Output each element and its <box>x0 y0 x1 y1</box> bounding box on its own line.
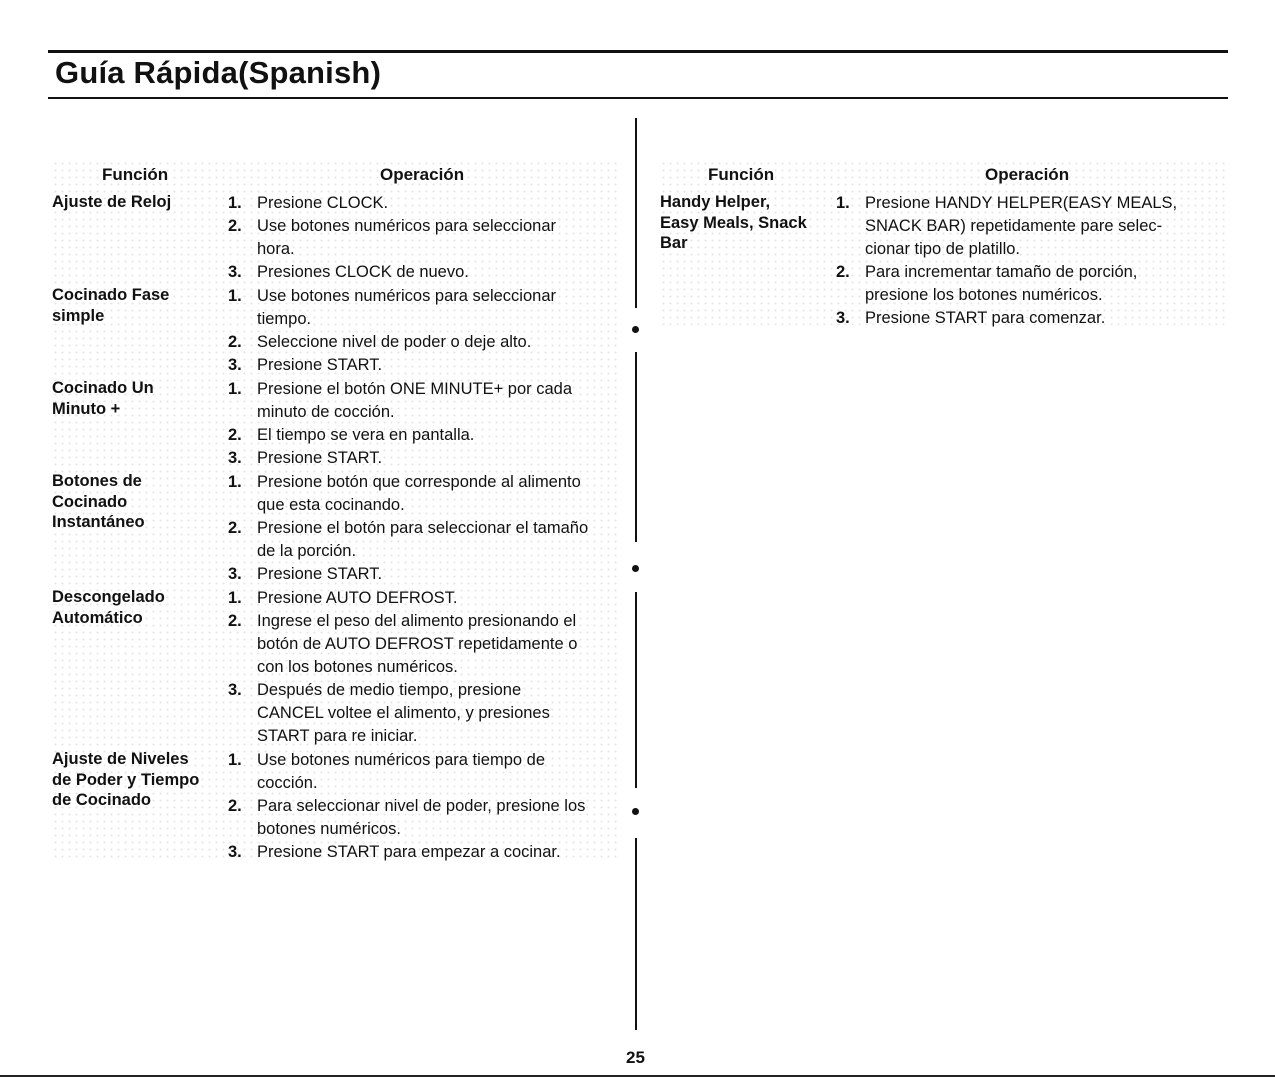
operation-column-header: Operación <box>985 165 1070 184</box>
column-divider <box>635 592 637 788</box>
step-item <box>228 285 620 331</box>
operation-steps <box>228 587 620 748</box>
function-name: Ajuste de Reloj <box>52 193 172 211</box>
step-text: Presione START. <box>257 565 383 583</box>
step-number: 1. <box>228 473 242 491</box>
step-number: 1. <box>228 194 242 212</box>
step-item <box>228 610 620 679</box>
step-item <box>228 354 620 377</box>
step-item <box>228 424 620 447</box>
step-text: Presione START para comenzar. <box>865 309 1106 327</box>
step-item <box>836 307 1228 330</box>
step-number: 2. <box>228 333 242 351</box>
step-text: Presione START para empezar a cocinar. <box>257 843 561 861</box>
quick-guide-table-left <box>52 160 620 860</box>
step-text: Presione botón que corresponde al alimento que esta cocinando. <box>257 473 581 514</box>
step-number: 3. <box>228 263 242 281</box>
step-item <box>228 192 620 215</box>
operation-steps <box>228 471 620 586</box>
step-number: 1. <box>228 380 242 398</box>
step-item <box>228 795 620 841</box>
step-item <box>228 679 620 748</box>
step-item <box>228 563 620 586</box>
divider-bullet <box>632 565 639 572</box>
step-item <box>228 378 620 424</box>
quick-guide-table-right <box>660 160 1228 325</box>
step-text: Después de medio tiempo, presione CANCEL voltee el alimento, y presiones START para re iniciar. <box>257 681 550 745</box>
step-text: Use botones numéricos para seleccionar hora. <box>257 217 556 258</box>
step-text: Presione el botón para seleccionar el tamaño de la porción. <box>257 519 589 560</box>
step-text: Ingrese el peso del alimento presionando el botón de AUTO DEFROST repetidamente o con los botones numéricos. <box>257 612 578 676</box>
step-number: 3. <box>228 843 242 861</box>
step-number: 3. <box>228 681 242 699</box>
step-number: 3. <box>228 449 242 467</box>
step-text: Presiones CLOCK de nuevo. <box>257 263 469 281</box>
operation-steps <box>228 749 620 864</box>
step-number: 1. <box>228 751 242 769</box>
step-number: 1. <box>836 194 850 212</box>
function-name: Handy Helper, Easy Meals, Snack Bar <box>660 193 807 252</box>
step-text: Para seleccionar nivel de poder, presione los botones numéricos. <box>257 797 586 838</box>
column-divider <box>635 118 637 308</box>
operation-steps <box>228 192 620 284</box>
table-row <box>52 587 620 748</box>
function-name: Cocinado Un Minuto + <box>52 379 154 418</box>
step-text: Presione AUTO DEFROST. <box>257 589 458 607</box>
function-name: Botones de Cocinado Instantáneo <box>52 472 145 531</box>
operation-steps <box>228 285 620 377</box>
column-divider <box>635 838 637 1030</box>
step-text: Presione START. <box>257 356 383 374</box>
operation-column-header: Operación <box>380 165 465 184</box>
step-number: 2. <box>228 519 242 537</box>
step-item <box>228 215 620 261</box>
header-top-rule <box>48 50 1228 53</box>
step-text: Presione CLOCK. <box>257 194 389 212</box>
table-row <box>52 285 620 377</box>
table-row <box>52 192 620 284</box>
header-bottom-rule <box>48 97 1228 99</box>
table-row <box>52 749 620 864</box>
divider-bullet <box>632 326 639 333</box>
step-number: 1. <box>228 287 242 305</box>
step-number: 3. <box>228 356 242 374</box>
table-header-row <box>52 160 620 192</box>
step-item <box>228 331 620 354</box>
table-row <box>52 378 620 470</box>
function-column-header: Función <box>102 165 169 184</box>
step-number: 2. <box>228 426 242 444</box>
operation-steps <box>228 378 620 470</box>
step-item <box>228 841 620 864</box>
step-number: 2. <box>836 263 850 281</box>
step-item <box>228 517 620 563</box>
divider-bullet <box>632 808 639 815</box>
step-text: Use botones numéricos para tiempo de cocción. <box>257 751 545 792</box>
operation-steps <box>836 192 1228 330</box>
function-name: Descongelado Automático <box>52 588 165 627</box>
step-item <box>228 749 620 795</box>
function-name: Ajuste de Niveles de Poder y Tiempo de Cocinado <box>52 750 200 809</box>
step-number: 2. <box>228 797 242 815</box>
step-item <box>228 447 620 470</box>
page-title: Guía Rápida(Spanish) <box>55 55 382 90</box>
step-text: Para incrementar tamaño de porción, presione los botones numéricos. <box>865 263 1138 304</box>
step-text: Seleccione nivel de poder o deje alto. <box>257 333 532 351</box>
step-number: 2. <box>228 612 242 630</box>
step-number: 3. <box>228 565 242 583</box>
step-text: El tiempo se vera en pantalla. <box>257 426 475 444</box>
step-text: Presione HANDY HELPER(EASY MEALS, SNACK BAR) repetidamente pare selec- cionar tipo de platillo. <box>865 194 1178 258</box>
step-item <box>228 587 620 610</box>
step-text: Use botones numéricos para seleccionar tiempo. <box>257 287 556 328</box>
column-divider <box>635 352 637 542</box>
step-item <box>228 261 620 284</box>
step-text: Presione el botón ONE MINUTE+ por cada minuto de cocción. <box>257 380 573 421</box>
function-column-header: Función <box>708 165 775 184</box>
step-item <box>228 471 620 517</box>
step-item <box>836 261 1228 307</box>
step-item <box>836 192 1228 261</box>
step-text: Presione START. <box>257 449 383 467</box>
page-number: 25 <box>626 1048 645 1067</box>
step-number: 1. <box>228 589 242 607</box>
step-number: 3. <box>836 309 850 327</box>
table-row <box>52 471 620 586</box>
step-number: 2. <box>228 217 242 235</box>
table-row <box>660 192 1228 330</box>
table-header-row <box>660 160 1228 192</box>
function-name: Cocinado Fase simple <box>52 286 170 325</box>
